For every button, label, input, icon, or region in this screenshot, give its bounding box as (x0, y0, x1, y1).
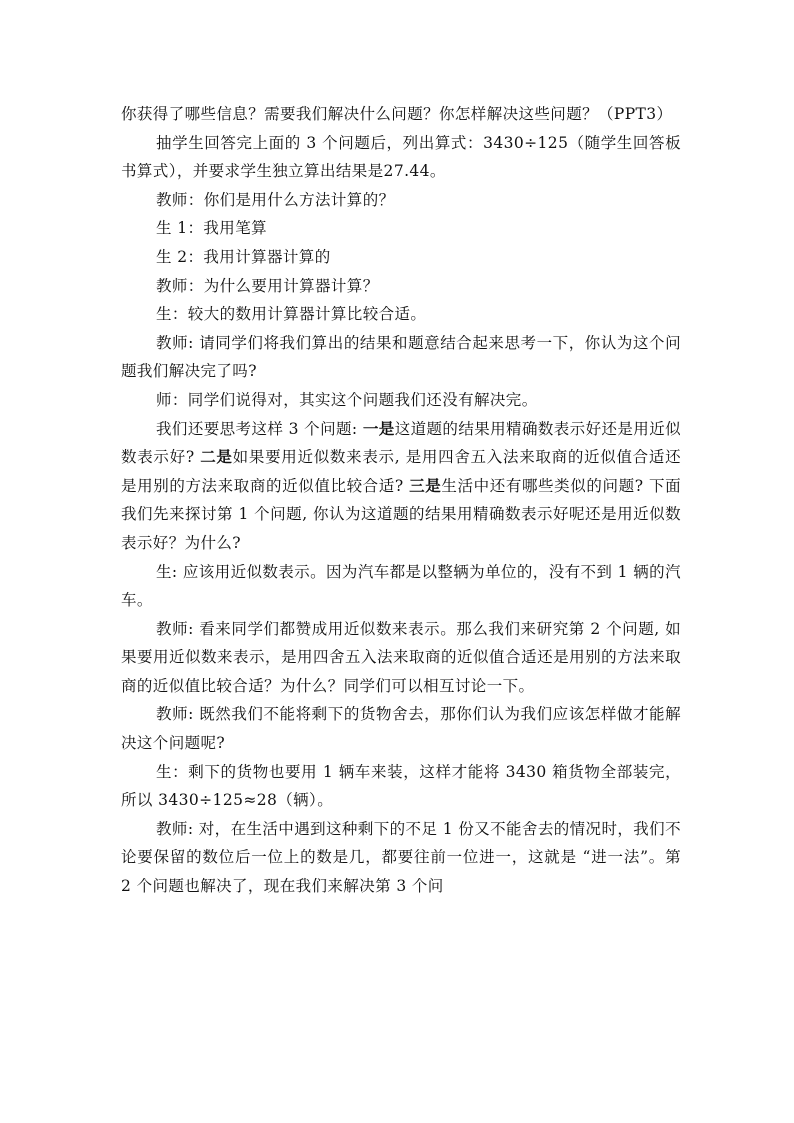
paragraph-three-questions (121, 415, 681, 558)
dialogue-line (121, 243, 681, 272)
paragraph (121, 129, 681, 186)
dialogue-line (121, 186, 681, 215)
emphasis-text: 二是 (200, 447, 233, 467)
paragraph-text: 教师: 对，在生活中遇到这种剩下的不足 1 份又不能舍去的情况时，我们不论要保留的数位后一位上的数是几，都要往前一位进一，这就是 “进一法”。第 2 个问题也解决了，现在我们来解决第 3 个问 (121, 819, 681, 896)
paragraph-text: 生 1：我用笔算 (156, 219, 267, 238)
dialogue-line (121, 615, 681, 701)
dialogue-line (121, 758, 681, 815)
paragraph-text: 你获得了哪些信息？需要我们解决什么问题？你怎样解决这些问题？（PPT3） (121, 105, 673, 123)
dialogue-line (121, 272, 681, 301)
paragraph-text: 教师：为什么要用计算器计算？ (156, 276, 379, 295)
paragraph-text: 教师: 看来同学们都赞成用近似数来表示。那么我们来研究第 2 个问题, 如果要用近似数来表示，是用四舍五入法来取商的近似值合适还是用别的方法来取商的近似值比较合适？为什么？同学们可以相互讨论一下。 (121, 619, 681, 695)
paragraph-text: 生：剩下的货物也要用 1 辆车来装，这样才能将 3430 箱货物全部装完，所以 3430÷125≈28（辆）。 (121, 762, 681, 810)
paragraph-text: 生: 应该用近似数表示。因为汽车都是以整辆为单位的，没有不到 1 辆的汽车。 (121, 562, 681, 610)
dialogue-line (121, 329, 681, 386)
paragraph-text: 抽学生回答完上面的 3 个问题后，列出算式：3430÷125（随学生回答板书算式），并要求学生独立算出结果是27.44。 (121, 133, 681, 181)
dialogue-line (121, 815, 681, 901)
paragraph-text: 生：较大的数用计算器计算比较合适。 (156, 305, 427, 324)
dialogue-line (121, 386, 681, 415)
paragraph-text: 如果要用近似数来表示, 是用四舍五入法来取商的近似值合适还是用别的方法来取商的近似值比较合适? (121, 448, 681, 495)
dialogue-line (121, 700, 681, 757)
paragraph-text: 师：同学们说得对，其实这个问题我们还没有解决完。 (156, 390, 538, 409)
paragraph-text: 生 2：我用计算器计算的 (156, 247, 331, 266)
paragraph-text: 教师: 请同学们将我们算出的结果和题意结合起来思考一下，你认为这个问题我们解决完了吗? (121, 333, 681, 381)
dialogue-line (121, 214, 681, 243)
paragraph-text: 生活中还有哪些类似的问题? 下面我们先来探讨第 1 个问题, 你认为这道题的结果用精确数表示好呢还是用近似数表示好？为什么? (121, 476, 681, 552)
paragraph-text: 我们还要思考这样 3 个问题: (156, 419, 363, 438)
paragraph (121, 100, 681, 129)
emphasis-text: 三是 (409, 475, 442, 495)
paragraph-text: 教师：你们是用什么方法计算的？ (156, 190, 395, 209)
dialogue-line (121, 558, 681, 615)
paragraph-text: 教师: 既然我们不能将剩下的货物舍去，那你们认为我们应该怎样做才能解决这个问题呢? (121, 705, 681, 753)
dialogue-line (121, 300, 681, 329)
paragraph-text: 这道题的结果用精确数表示好还是用近似数表示好? (121, 419, 682, 467)
emphasis-text: 一是 (362, 418, 395, 438)
document-body (121, 100, 681, 901)
